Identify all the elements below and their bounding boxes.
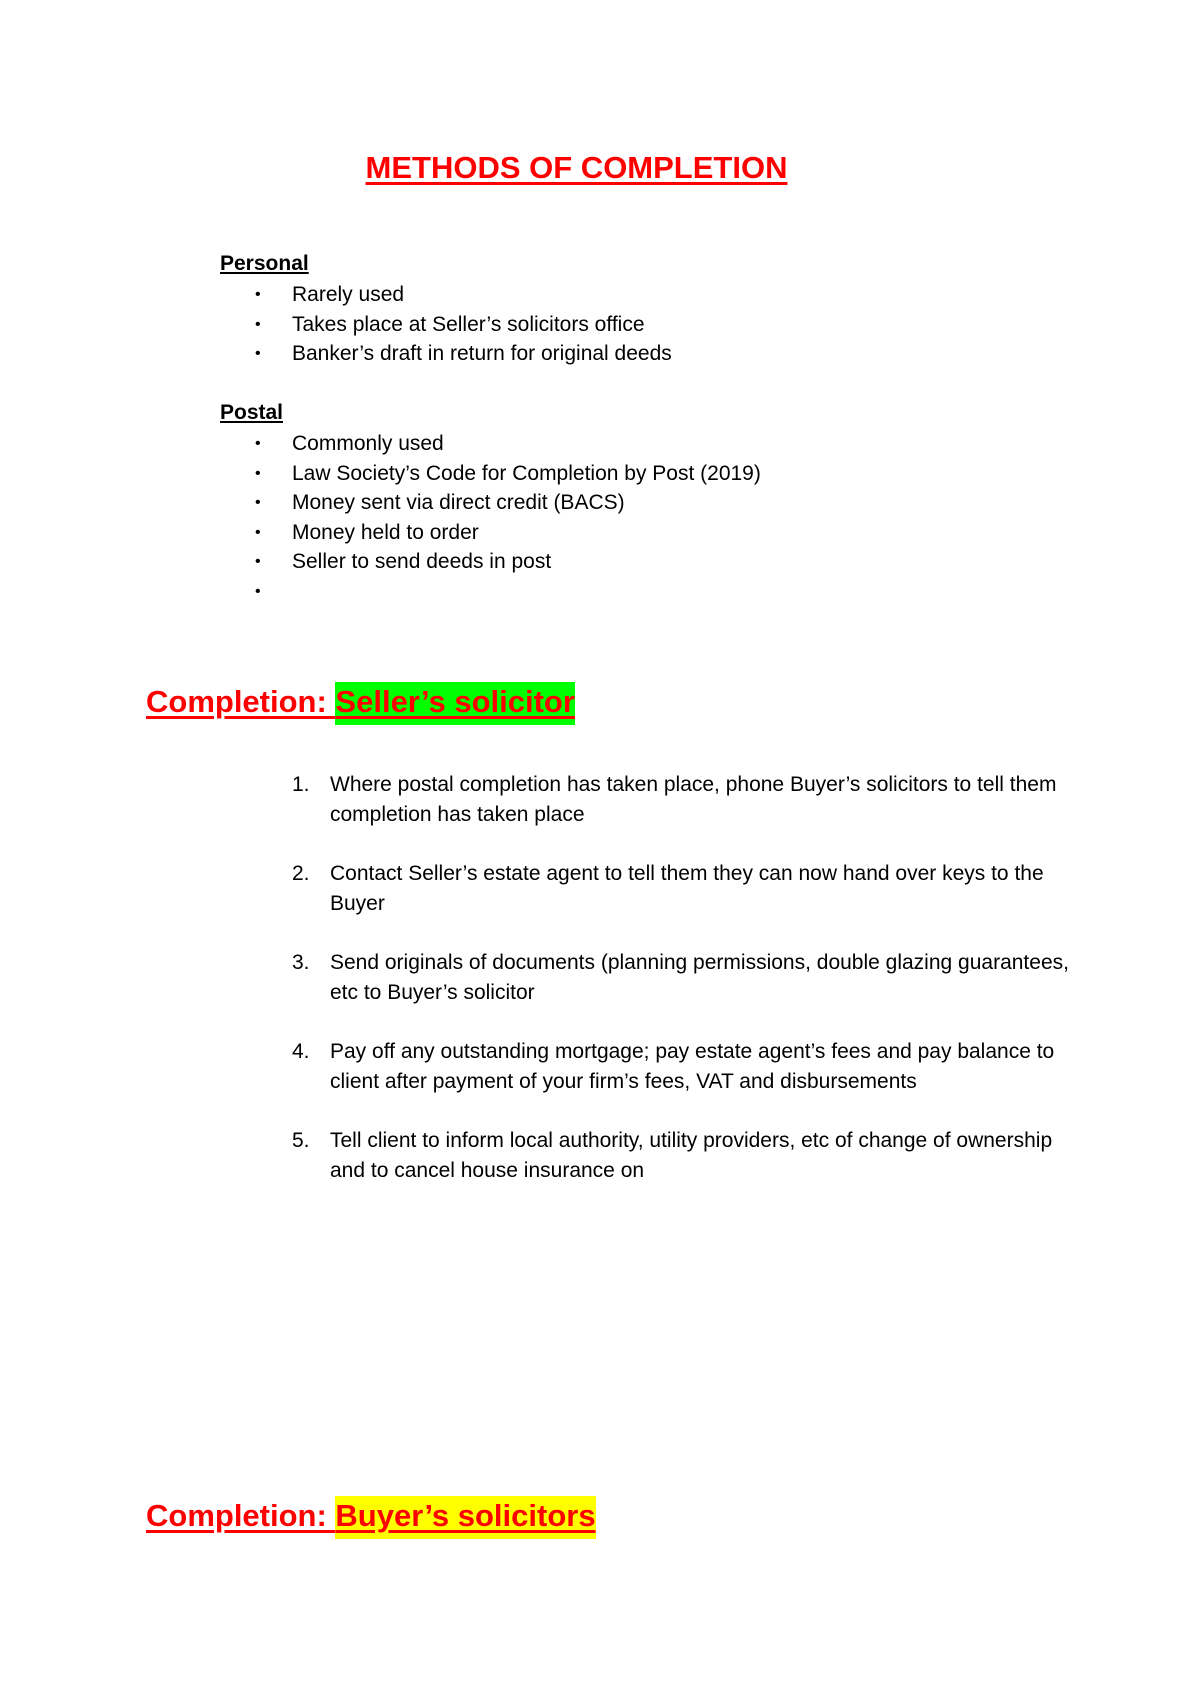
list-item-text: Money held to order xyxy=(292,520,479,544)
list-item-text: Seller to send deeds in post xyxy=(292,550,552,573)
personal-list xyxy=(255,280,672,369)
list-item xyxy=(292,948,1072,1007)
bullet-icon: • xyxy=(255,435,261,452)
step-number: 2. xyxy=(292,862,310,885)
bullet-icon: • xyxy=(255,523,261,541)
step-text: Send originals of documents (planning permissions, double glazing guarantees, etc to Buyer’s solicitor xyxy=(330,951,1069,1004)
bullet-icon: • xyxy=(255,315,261,333)
step-text: Pay off any outstanding mortgage; pay estate agent’s fees and pay balance to client after payment of your firm’s fees, VAT and disbursements xyxy=(330,1040,1055,1093)
buyer-heading-prefix: Completion: xyxy=(146,1498,336,1533)
step-number: 4. xyxy=(292,1040,310,1063)
bullet-icon: • xyxy=(255,286,261,303)
list-item xyxy=(255,429,761,459)
list-item xyxy=(292,859,1072,918)
postal-list xyxy=(255,429,761,606)
bullet-icon: • xyxy=(255,494,261,511)
list-item xyxy=(255,280,672,310)
buyer-heading-highlight: Buyer’s solicitors xyxy=(335,1496,595,1539)
list-item xyxy=(255,577,761,607)
bullet-icon: • xyxy=(255,464,261,482)
list-item-text: Takes place at Seller’s solicitors office xyxy=(292,312,645,336)
list-item xyxy=(255,459,761,489)
list-item-text: Law Society’s Code for Completion by Post (2019) xyxy=(292,461,761,485)
seller-steps-list xyxy=(292,770,1072,1215)
list-item xyxy=(255,547,761,577)
buyer-section-heading xyxy=(146,1494,596,1538)
list-item xyxy=(255,518,761,548)
seller-section-heading xyxy=(146,680,575,724)
list-item xyxy=(292,770,1072,829)
document-title: METHODS OF COMPLETION xyxy=(365,150,788,185)
step-number: 5. xyxy=(292,1129,310,1152)
postal-heading: Postal xyxy=(220,401,284,424)
seller-heading-prefix: Completion: xyxy=(146,684,336,719)
step-text: Tell client to inform local authority, utility providers, etc of change of ownership and to cancel house insurance on xyxy=(330,1129,1053,1182)
personal-heading: Personal xyxy=(220,252,309,275)
list-item xyxy=(292,1126,1072,1185)
list-item xyxy=(255,488,761,518)
list-item xyxy=(255,339,672,369)
step-text: Contact Seller’s estate agent to tell them they can now hand over keys to the Buyer xyxy=(330,862,1044,915)
step-text: Where postal completion has taken place, phone Buyer’s solicitors to tell them completion has taken place xyxy=(330,773,1057,826)
list-item-text: Rarely used xyxy=(292,283,405,306)
list-item-text: Banker’s draft in return for original deeds xyxy=(292,342,672,365)
list-item-text: Money sent via direct credit (BACS) xyxy=(292,491,625,514)
bullet-icon: • xyxy=(255,553,261,570)
bullet-icon: • xyxy=(255,582,261,600)
step-number: 3. xyxy=(292,951,310,974)
list-item-text: Commonly used xyxy=(292,432,444,455)
list-item xyxy=(255,310,672,340)
step-number: 1. xyxy=(292,773,310,796)
list-item xyxy=(292,1037,1072,1096)
bullet-icon: • xyxy=(255,345,261,362)
seller-heading-highlight: Seller’s solicitor xyxy=(335,682,575,725)
